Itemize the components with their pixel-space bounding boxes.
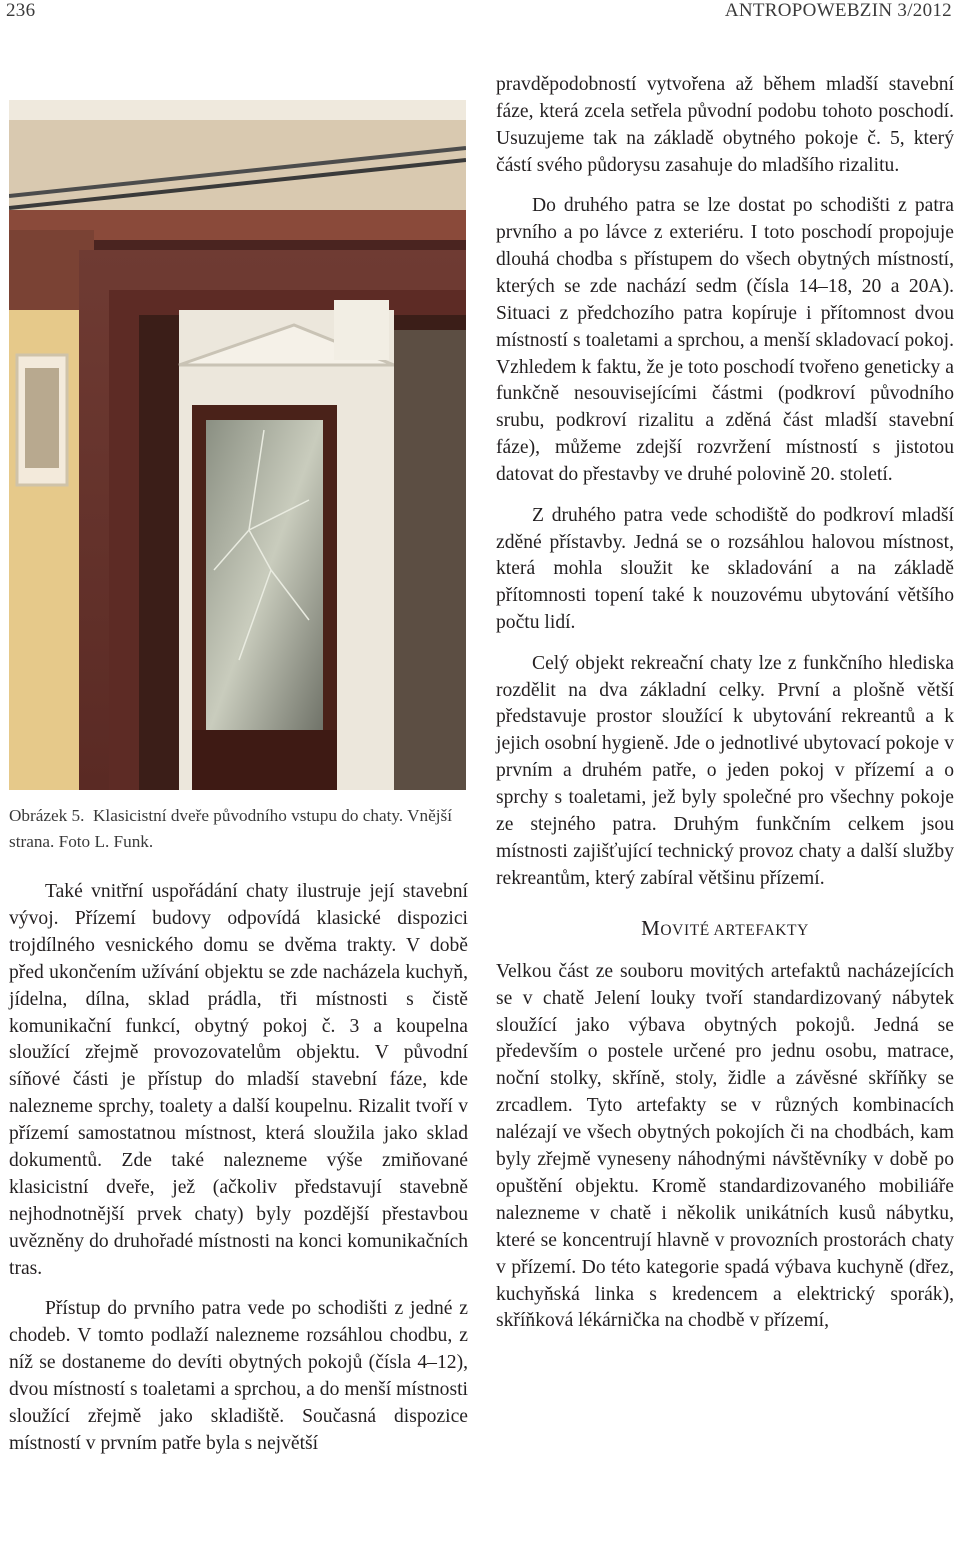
heading-initial: M bbox=[641, 915, 661, 940]
paragraph: Přístup do prvního patra vede po schodišti z jedné z chodeb. V tomto podlaží nalezneme rozsáhlou chodbu, z níž se dostaneme do devíti obytných pokojů (čísla 4–12), dvou místností s toaletami a sprchou, a do menší místnosti sloužící zřejmě jako skladiště. Současná dispozice místností v prvním patře byla s největší bbox=[9, 1298, 468, 1454]
journal-title: ANTROPOWEBZIN 3/2012 bbox=[724, 0, 952, 21]
paragraph: pravděpodobností vytvořena až během mladší stavební fáze, která zcela setřela původní podobu tohoto poschodí. Usuzujeme tak na základě obytného pokoje č. 5, který částí svého půdorysu zasahuje do mladšího rizalitu. bbox=[496, 74, 954, 176]
right-text-column bbox=[496, 72, 954, 1349]
page-number: 236 bbox=[6, 0, 36, 21]
paragraph: Z druhého patra vede schodiště do podkroví mladší zděné přístavby. Jedná se o rozsáhlou halovou místnost, která mohla sloužit ke skladování a na základě přítomnosti topení také k nouzovému ubytování většího počtu lidí. bbox=[496, 504, 954, 634]
caption-text: Klasicistní dveře původního vstupu do chaty. Vnější strana. Foto L. Funk. bbox=[9, 806, 452, 851]
paragraph: Do druhého patra se lze dostat po schodišti z patra prvního a po lávce z exteriéru. I toto poschodí propojuje dlouhá chodba s přístupem do všech obytných místností, kterých se zde nachází sedm (čísla 14–18, 20 a 20A). Situaci z předchozího patra kopíruje i přítomnost dvou místností s toaletami a sprchou, a menší skladovací pokoj. Vzhledem k faktu, že je toto poschodí tvořeno geneticky a funkčně nesouvisejícími částmi (podkroví původního srubu, podkroví rizalitu a zděná část mladší stavební fáze), můžeme zdejší rozvržení místností s jistotou datovat do přestavby ve druhé polovině 20. století. bbox=[496, 195, 954, 486]
left-text-column bbox=[9, 879, 468, 1471]
caption-label: Obrázek 5. bbox=[9, 806, 85, 825]
figure-caption bbox=[9, 803, 471, 855]
heading-rest: OVITÉ ARTEFAKTY bbox=[660, 921, 809, 939]
section-heading bbox=[496, 915, 954, 945]
door-photo bbox=[9, 100, 466, 790]
paragraph: Velkou část ze souboru movitých artefaktů nacházejících se v chatě Jelení louky tvoří standardizovaný nábytek sloužící jako výbava obytných pokojů. Jedná se především o postele určené pro jednu osobu, matrace, noční stolky, skříně, stoly, židle a závěsné skříňky se zrcadlem. Tyto artefakty se v různých kombinacích nalézají ve všech obytných pokojích či na chodbách, kam byly zřejmě vyneseny náhodnými návštěvníky v době po opuštění objektu. Kromě standardizovaného mobiliáře nalezneme v chatě i několik unikátních kusů nábytku, které se koncentrují hlavně v provozních prostorách chaty v přízemí. Do této kategorie spadá výbava kuchyně (dřez, kuchyňská linka s kredencem a elektrický sporák), skříňková lékárnička na chodbě v přízemí, bbox=[496, 960, 954, 1332]
paragraph: Celý objekt rekreační chaty lze z funkčního hlediska rozdělit na dva základní celky. První a plošně větší představuje prostor sloužící k ubytování rekreantů a k jejich osobní hygieně. Jde o jednotlivé ubytovací pokoje v prvním a druhém patře, o jeden pokoj v přízemí a o sprchy s toaletami, jež byly společné pro všechny pokoje ze stejného patra. Druhým funkčním celkem jsou místnosti zajišťující technický provoz chaty a další služby rekreantům, který zabíral většinu přízemí. bbox=[496, 652, 954, 889]
paragraph: Také vnitřní uspořádání chaty ilustruje její stavební vývoj. Přízemí budovy odpovídá klasické dispozici trojdílného vesnického domu se dvěma trakty. V době před ukončením užívání objektu se zde nacházela kuchyň, jídelna, dílna, sklad prádla, tři místnosti s čistě komunikační funkcí, obytný pokoj č. 3 a koupelna sloužící zřejmě provozovatelům objektu. V původní síňové části je přístup do mladší stavební fáze, kde nalezneme sprchy, toalety a další koupelnu. Rizalit tvoří v přízemí samostatnou místnost, která sloužila jako sklad dokumentů. Zde také nalezneme výše zmiňované klasicistní dveře, jež (ačkoliv představují stavebně nejhodnotnější prvek chaty) byly pozdější přestavbou uvězněny do druhořadé místnosti na konci komunikačních tras. bbox=[9, 881, 468, 1279]
